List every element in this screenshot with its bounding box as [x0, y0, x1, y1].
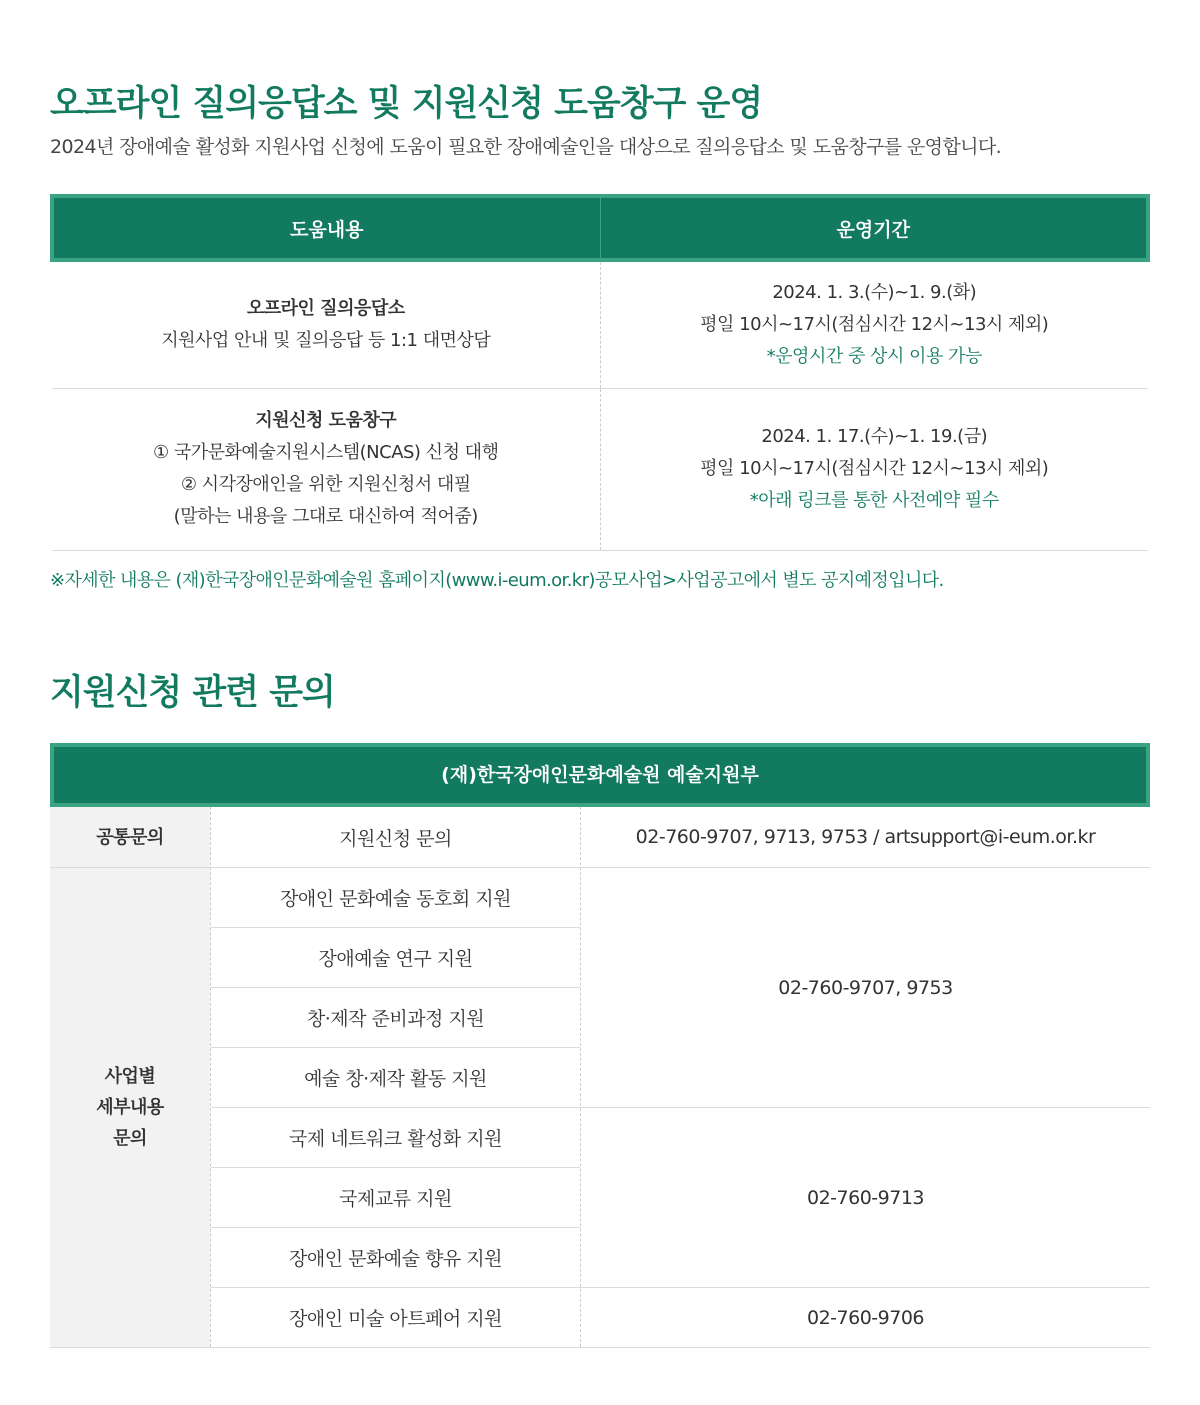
help-content-cell: [52, 260, 600, 388]
contact-group-2: 02-760-9713: [806, 1186, 924, 1209]
column-header-content: 도움내용: [52, 196, 600, 260]
help-period-cell: [600, 260, 1148, 388]
category-detail-line: 사업별: [104, 1066, 156, 1087]
contact-group-3: 02-760-9706: [806, 1306, 924, 1329]
help-content-cell: [52, 388, 600, 550]
contact-common: 02-760-9707, 9713, 9753 / artsupport@i-eum.or.kr: [635, 826, 1096, 848]
list-item: 예술 창·제작 활동 지원: [304, 1068, 487, 1090]
help-name: 지원신청 도움창구: [255, 410, 397, 431]
divider: [211, 1047, 580, 1048]
divider: [50, 1347, 1150, 1348]
period-note: *아래 링크를 통한 사전예약 필수: [749, 490, 999, 511]
help-description: ② 시각장애인을 위한 지원신청서 대필: [180, 474, 471, 495]
help-description: 지원사업 안내 및 질의응답 등 1:1 대면상담: [161, 329, 491, 351]
divider: [211, 1287, 1150, 1288]
list-item: 장애인 문화예술 동호회 지원: [280, 888, 511, 910]
help-desk-table: [50, 194, 1150, 551]
section-title-offline-help: 오프라인 질의응답소 및 지원신청 도움창구 운영: [50, 84, 763, 124]
section-title-inquiry: 지원신청 관련 문의: [50, 673, 335, 713]
category-detail: [50, 868, 210, 1347]
help-period-cell: [600, 388, 1148, 550]
divider: [211, 1167, 580, 1168]
list-item: 장애인 문화예술 향유 지원: [288, 1248, 502, 1270]
table-row: [52, 388, 1148, 550]
divider: [211, 1107, 1150, 1108]
help-description: (말하는 내용을 그대로 대신하여 적어줌): [173, 506, 478, 527]
item-common: 지원신청 문의: [339, 827, 452, 850]
period-note: *운영시간 중 상시 이용 가능: [766, 345, 982, 367]
period-hours: 평일 10시~17시(점심시간 12시~13시 제외): [700, 313, 1049, 335]
column-header-period: 운영기간: [600, 196, 1148, 260]
divider: [50, 867, 1150, 868]
list-item: 국제 네트워크 활성화 지원: [288, 1128, 502, 1150]
column-divider: [580, 807, 581, 1347]
contact-group-1: 02-760-9707, 9753: [778, 976, 953, 999]
period-dates: 2024. 1. 17.(수)~1. 19.(금): [761, 426, 988, 447]
divider: [211, 987, 580, 988]
org-header: (재)한국장애인문화예술원 예술지원부: [50, 743, 1150, 807]
list-item: 창·제작 준비과정 지원: [306, 1008, 485, 1030]
category-detail-line: 세부내용: [96, 1097, 164, 1118]
divider: [211, 927, 580, 928]
column-divider: [210, 807, 211, 1347]
section-subtitle: 2024년 장애예술 활성화 지원사업 신청에 도움이 필요한 장애예술인을 대상으로 질의응답소 및 도움창구를 운영합니다.: [50, 136, 1002, 158]
list-item: 국제교류 지원: [339, 1188, 452, 1210]
help-description: ① 국가문화예술지원시스템(NCAS) 신청 대행: [153, 442, 499, 463]
footnote: ※자세한 내용은 (재)한국장애인문화예술원 홈페이지(www.i-eum.or.kr)공모사업>사업공고에서 별도 공지예정입니다.: [50, 570, 944, 591]
category-common: 공통문의: [50, 807, 210, 867]
list-item: 장애예술 연구 지원: [318, 948, 473, 970]
divider: [211, 1227, 580, 1228]
period-hours: 평일 10시~17시(점심시간 12시~13시 제외): [700, 458, 1049, 479]
period-dates: 2024. 1. 3.(수)~1. 9.(화): [772, 281, 977, 303]
category-detail-line: 문의: [113, 1128, 147, 1149]
help-name: 오프라인 질의응답소: [246, 297, 405, 319]
list-item: 장애인 미술 아트페어 지원: [288, 1308, 502, 1330]
table-row: [52, 260, 1148, 388]
